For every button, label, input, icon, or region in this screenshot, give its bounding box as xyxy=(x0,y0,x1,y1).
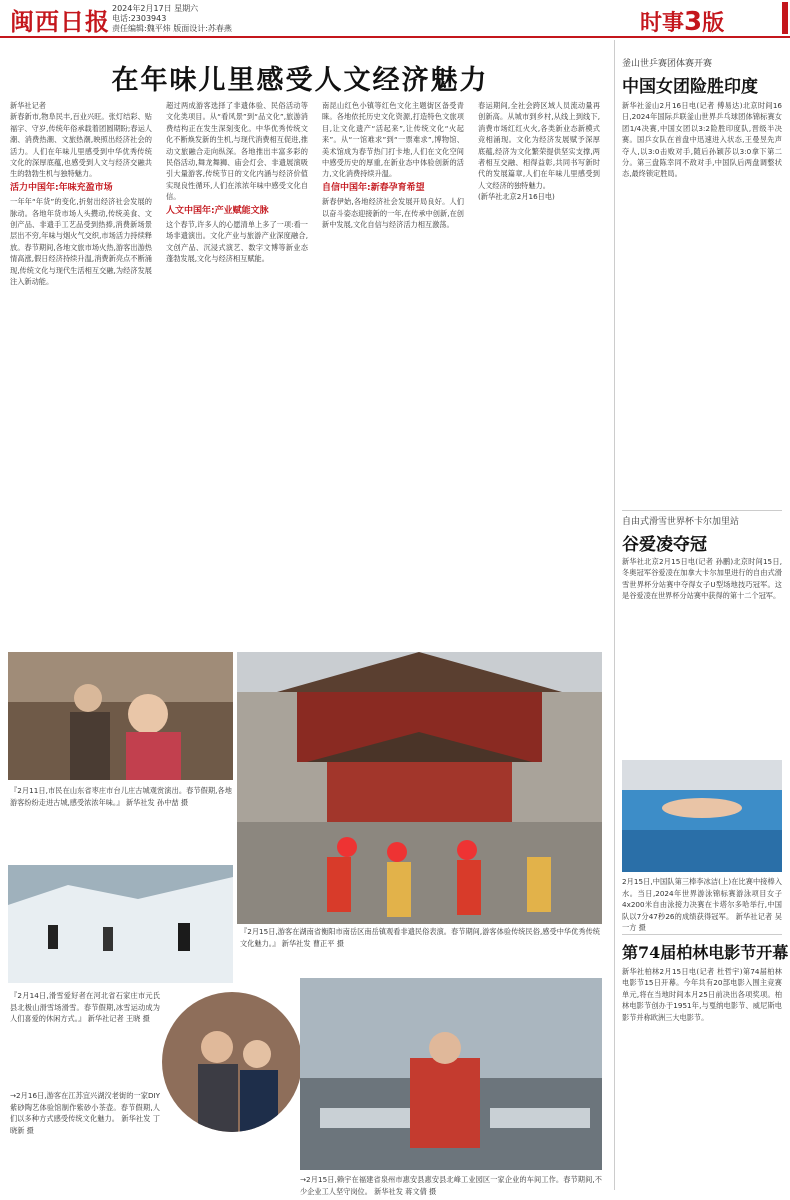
right-headline-2: 谷爱凌夺冠 xyxy=(622,535,707,555)
article-column-4 xyxy=(478,100,600,448)
issue-date: 2024年2月17日 星期六 xyxy=(112,4,199,13)
right-rule-2 xyxy=(622,934,782,935)
photo-caption-2: 『2月15日,游客在湖南省衡阳市南岳区南岳镇观看非遗民俗表演。春节期间,游客体验传统民俗,感受中华优秀传统文化魅力。』 新华社发 曹正平 摄 xyxy=(240,927,600,948)
article-end-note: (新华社北京2月16日电) xyxy=(478,192,555,202)
right-rule-1 xyxy=(622,510,782,511)
article-column-2 xyxy=(166,100,308,448)
section-number: 3 xyxy=(684,7,703,37)
section-name: 时事 xyxy=(640,11,685,36)
right-article-2: 新华社北京2月15日电(记者 孙鹏)北京时间15日,冬奥冠军谷爱凌在加拿大卡尔加里进行的自由式滑雪世界杯分站赛中夺得女子U型场地技巧冠军。这是谷爱凌在世界杯分站赛中获得的第十二个冠军。 xyxy=(622,557,782,601)
article-body-filler: 南昆山红色小镇等红色文化主题街区备受青睐。各地依托历史文化资源,打造特色文旅项目,让文化遗产“活起来”,让传统文化“火起来”。从“一馆难求”到“一票难求”,博物馆、美术馆成为春节热门打卡地,人们在文化空间中感受历史的厚重,在新业态中体验创新的活力,文化消费持续升温。 xyxy=(322,101,464,179)
masthead-bar xyxy=(782,2,788,34)
article-body-filler: 这个春节,许多人的心愿清单上多了一项:看一场非遗演出。文化产业与旅游产业深度融合,文创产品、沉浸式演艺、数字文博等新业态蓬勃发展,文化与经济相互赋能。 xyxy=(166,220,308,264)
photo-caption-5: →2月15日,赖宇在福建省泉州市惠安县惠安县北峰工业园区一家企业的车间工作。春节期间,不少企业工人坚守岗位。 新华社发 蒋文倩 摄 xyxy=(300,1175,602,1196)
right-headline-1: 中国女团险胜印度 xyxy=(622,77,758,97)
photo-caption-4: →2月16日,游客在江苏宜兴湖㳇老街的一家DIY紫砂陶艺体验馆制作紫砂小茶壶。春节假期,人们以多种方式感受传统文化魅力。 新华社发 丁晓新 摄 xyxy=(10,1091,160,1135)
column-divider xyxy=(614,40,615,1190)
newspaper-logo: 闽西日报 xyxy=(10,7,110,36)
article-column-3 xyxy=(322,100,464,448)
right-kicker-2: 自由式滑雪世界杯卡尔加里站 xyxy=(622,517,740,527)
photo-swimming xyxy=(622,760,782,872)
photo-factory xyxy=(300,978,602,1170)
photo-caption-1: 『2月11日,市民在山东省枣庄市台儿庄古城观赏演出。春节假期,各地游客纷纷走进古城,感受浓浓年味。』 新华社发 孙中喆 摄 xyxy=(10,786,232,807)
article-intro: 新春新市,物阜民丰,百业兴旺。张灯结彩、贴福字、守岁,传统年俗承载着团圆期盼;春运人潮、消费热潮、文旅热潮,映照出经济社会的活力。人们在年味儿里感受到中华优秀传统文化的深厚底蕴,也感受到人文与经济交融共生的勃勃生机与独特魅力。 xyxy=(10,112,152,179)
photo-caption-3: 『2月14日,滑雪爱好者在河北省石家庄市元氏县北极山滑雪场滑雪。春节假期,冰雪运动成为人们喜爱的休闲方式。』 新华社记者 王晓 摄 xyxy=(10,991,160,1023)
photo-skiing xyxy=(8,865,233,983)
subheading-1: 活力中国年:年味充盈市场 xyxy=(10,182,113,193)
photo-temple-performance xyxy=(237,652,602,924)
phone: 电话:2303943 xyxy=(112,14,167,23)
main-headline: 在年味儿里感受人文经济魅力 xyxy=(111,65,489,96)
subheading-2: 人文中国年:产业赋能文脉 xyxy=(166,205,269,216)
photo-taierzhuang xyxy=(8,652,233,780)
editor-credits: 责任编辑:魏平炜 版面设计:苏春燕 xyxy=(112,24,232,33)
article-body-filler: 一年年“年货”的变化,折射出经济社会发展的脉动。各地年货市场人头攒动,传统美食、文创产品、非遗手工艺品受到热捧,消费新场景层出不穷,年味与烟火气交织,市场活力持续释放。春节期间,各地文旅市场火热,游客出游热情高涨,假日经济持续升温,消费新亮点不断涌现,传统文化与现代生活相互交融,为经济发展注入新动能。 xyxy=(10,197,152,287)
article-body-filler: 春运期间,全社会跨区域人员流动量再创新高。从城市到乡村,从线上到线下,消费市场红红火火,各类新业态新模式竞相涌现。文化为经济发展赋予深厚底蕴,经济为文化繁荣提供坚实支撑,两者相互交融、相得益彰,共同书写新时代的发展篇章,人们在年味儿里感受到人文经济的独特魅力。 xyxy=(478,101,600,190)
right-headline-3: 第74届柏林电影节开幕 xyxy=(622,943,789,962)
subheading-3: 自信中国年:新春孕育希望 xyxy=(322,182,425,193)
masthead-meta xyxy=(112,4,232,34)
section-suffix: 版 xyxy=(702,11,725,36)
article-column-1 xyxy=(10,100,152,448)
right-article-3: 新华社柏林2月15日电(记者 杜哲宇)第74届柏林电影节15日开幕。今年共有20部电影入围主竞赛单元,将在当地时间本月25日前决出各项奖项。柏林电影节创办于1951年,与戛纳电影节、威尼斯电影节并称欧洲三大电影节。 xyxy=(622,967,782,1022)
photo-inset-workers xyxy=(160,990,304,1134)
article-body-filler: 超过两成游客选择了非遗体验、民俗活动等文化类项目。从“看风景”到“品文化”,旅游消费结构正在发生深刻变化。中华优秀传统文化不断焕发新的生机,与现代消费相互促进,推动文旅融合走向纵深。各地推出丰富多彩的民俗活动,舞龙舞狮、庙会灯会、非遗展演吸引大量游客,传统节日的文化内涵与经济价值实现良性循环,人们在浓浓年味中感受文化自信。 xyxy=(166,101,308,202)
section-label xyxy=(640,6,724,37)
photo-caption-6: 2月15日,中国队第三棒李冰洁(上)在比赛中接棒入水。当日,2024年世界游泳锦标赛游泳项目女子4x200米自由泳接力决赛在卡塔尔多哈举行,中国队以7分47秒26的成绩获得冠军。 新华社记者 吴一方 摄 xyxy=(622,877,782,932)
byline: 新华社记者 xyxy=(10,101,46,110)
right-article-1: 新华社釜山2月16日电(记者 傅易达)北京时间16日,2024年国际乒联釜山世界乒乓球团体锦标赛女团1/4决赛,中国女团以3:2险胜印度队,晋级半决赛。国乒女队在首盘中迅速进入状态,王曼昱先声夺人,以3:0击败对手,随后孙颖莎以3:0拿下第二分。第三盘陈幸同不敌对手,中国队后两盘调整状态,最终锁定胜局。 xyxy=(622,101,782,179)
article-body-filler: 新春伊始,各地经济社会发展开局良好。人们以奋斗姿态迎接新的一年,在传承中创新,在创新中发展,文化自信与经济活力相互激荡。 xyxy=(322,197,464,230)
right-kicker-1: 釜山世乒赛团体赛开赛 xyxy=(622,59,713,69)
